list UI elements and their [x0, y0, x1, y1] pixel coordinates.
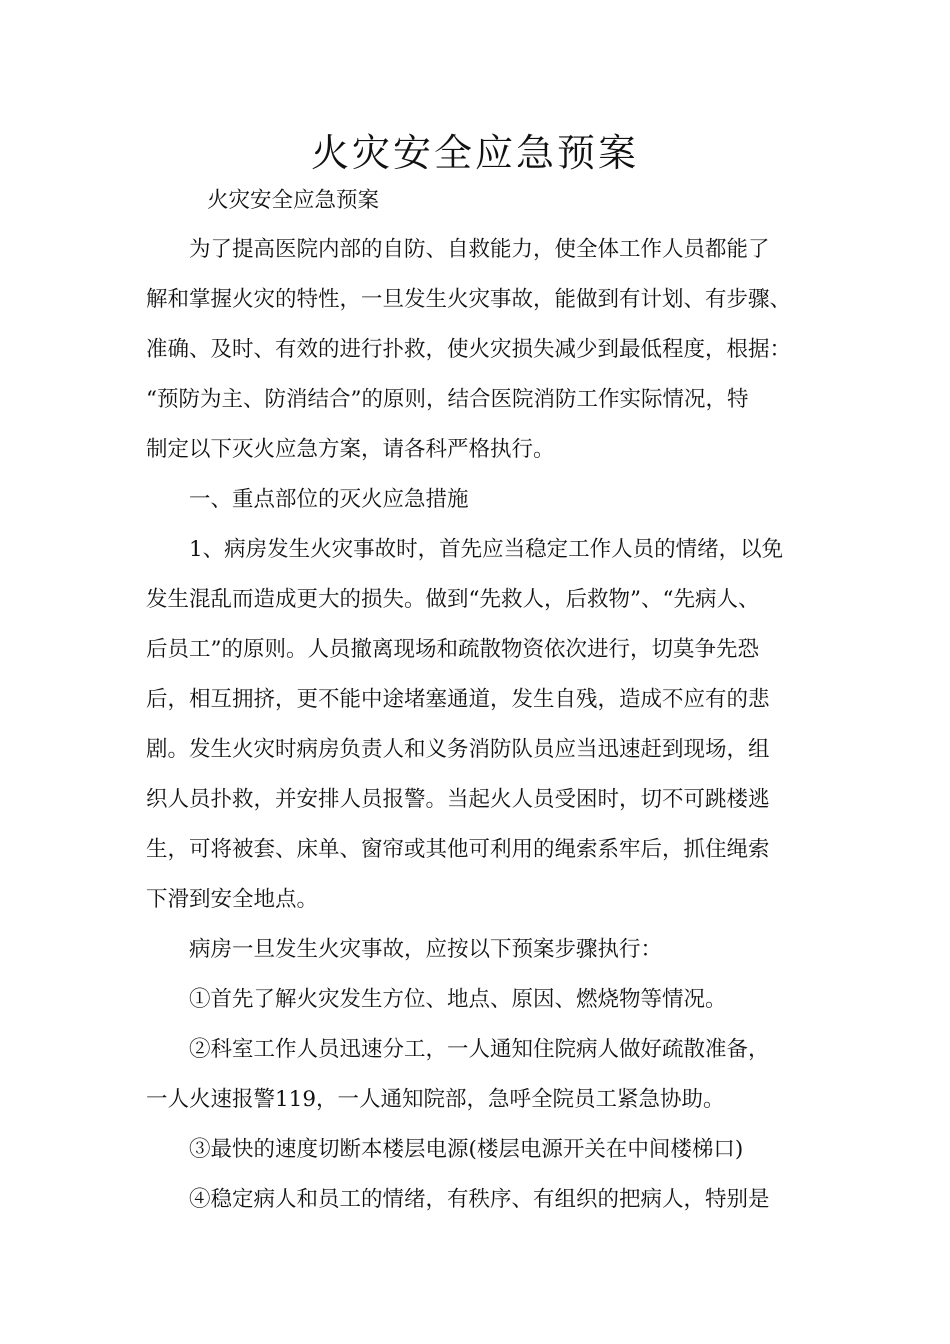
paragraph-line: 解和掌握火灾的特性，一旦发生火灾事故，能做到有计划、有步骤、 — [146, 287, 792, 312]
document-title: 火灾安全应急预案 — [310, 131, 639, 175]
paragraph-line: “预防为主、防消结合”的原则，结合医院消防工作实际情况，特 — [146, 387, 749, 412]
paragraph-line: 病房一旦发生火灾事故，应按以下预案步骤执行： — [189, 937, 663, 962]
step-item: ③最快的速度切断本楼层电源(楼层电源开关在中间楼梯口) — [189, 1137, 744, 1162]
step-item: ②科室工作人员迅速分工，一人通知住院病人做好疏散准备， — [189, 1037, 770, 1062]
paragraph-line: 后，相互拥挤，更不能中途堵塞通道，发生自残，造成不应有的悲 — [146, 687, 770, 712]
step-item: ①首先了解火灾发生方位、地点、原因、燃烧物等情况。 — [189, 987, 727, 1012]
step-item: ④稳定病人和员工的情绪，有秩序、有组织的把病人，特别是 — [189, 1187, 770, 1212]
paragraph-line: 下滑到安全地点。 — [146, 887, 319, 912]
paragraph-line: 一人火速报警119，一人通知院部，急呼全院员工紧急协助。 — [146, 1087, 725, 1112]
document-subtitle: 火灾安全应急预案 — [207, 188, 380, 213]
paragraph-line: 发生混乱而造成更大的损失。做到“先救人，后救物”、“先病人、 — [146, 587, 760, 612]
paragraph-line: 后员工”的原则。人员撤离现场和疏散物资依次进行，切莫争先恐 — [146, 637, 759, 662]
paragraph-line: 生，可将被套、床单、窗帘或其他可利用的绳索系牢后，抓住绳索 — [146, 837, 770, 862]
paragraph-line: 剧。发生火灾时病房负责人和义务消防队员应当迅速赶到现场，组 — [146, 737, 770, 762]
paragraph-line: 准确、及时、有效的进行扑救，使火灾损失减少到最低程度，根据： — [146, 337, 792, 362]
paragraph-line: 制定以下灭火应急方案，请各科严格执行。 — [146, 437, 555, 462]
paragraph-line: 为了提高医院内部的自防、自救能力，使全体工作人员都能了 — [189, 237, 770, 262]
section-heading: 一、重点部位的灭火应急措施 — [189, 487, 469, 512]
paragraph-line: 织人员扑救，并安排人员报警。当起火人员受困时，切不可跳楼逃 — [146, 787, 770, 812]
paragraph-line: 1、病房发生火灾事故时，首先应当稳定工作人员的情绪，以免 — [189, 537, 784, 562]
